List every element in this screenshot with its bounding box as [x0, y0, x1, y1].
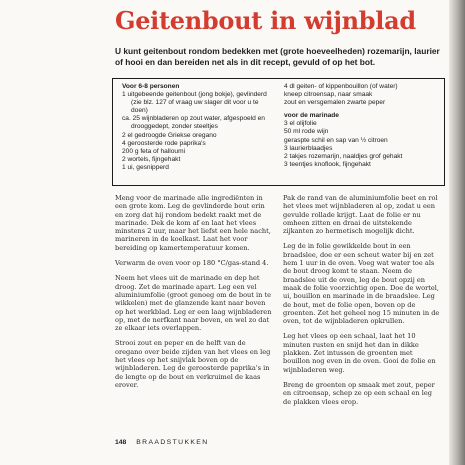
ingredient-item: 1 uitgebeende geitenbout (jong bokje), gevlinderd (zie blz. 127 of vraag uw slager dit voor u te doen): [122, 91, 267, 115]
ingredient-item: 3 teentjes knoflook, fijngehakt: [284, 160, 371, 168]
ingredients-column-left: [122, 83, 272, 172]
ingredient-item: 50 ml rode wijn: [284, 128, 329, 136]
ingredients-box: [112, 78, 445, 186]
ingredient-item: 4 geroosterde rode paprika's: [122, 139, 206, 147]
ingredient-item: 3 laurierblaadjes: [284, 144, 333, 152]
ingredient-item: 2 el gedroogde Griekse oregano: [122, 131, 217, 139]
recipe-intro: U kunt geitenbout rondom bedekken met (grote hoeveelheden) rozemarijn, laurier of hooi en dan bereiden net als in dit recept, gevuld of op het bot.: [115, 46, 440, 67]
ingredient-item: 3 el olijfolie: [284, 120, 317, 128]
method-paragraph: Pak de rand van de aluminiumfolie beet en rol het vlees met wijnbladeren al op, zodat u een gevulde rollade krijgt. Laat de folie er nu omheen zitten en draai de uitstekende zijkanten zo hermetisch mogelijk dicht.: [283, 194, 438, 236]
ingredient-item: 1 ui, gesnipperd: [122, 163, 169, 171]
method-paragraph: Meng voor de marinade alle ingrediënten in een grote kom. Leg de gevlinderde bout erin en zorg dat hij rondom bedekt raakt met de marinade. Dek de kom af en laat het vlees minstens 2 uur, maar het liefst een hele nacht, marineren in de koelkast. Laat het voor bereiding op kamertemperatuur komen.: [115, 194, 271, 252]
method-paragraph: Leg het vlees op een schaal, laat het 10 minuten rusten en snijd het dan in dikke plakken. Zet intussen de groenten met bouillon nog even in de oven. Gooi de folie en wijnbladeren weg.: [283, 332, 436, 374]
method-paragraph: Verwarm de oven voor op 180 °C/gas-stand 4.: [115, 259, 269, 268]
marinade-heading: voor de marinade: [284, 112, 339, 120]
page-number: 148: [115, 439, 127, 446]
method-paragraph: Neem het vlees uit de marinade en dep het droog. Zet de marinade apart. Leg een vel aluminiumfolie (groot genoeg om de bout in te wikkelen) met de glanzende kant naar boven op het werkblad. Leg er een laag wijnbladeren op, met de nerfkant naar boven, en wel zo dat ze elkaar iets overlappen.: [115, 274, 272, 333]
ingredient-item: ca. 25 wijnbladeren op zout water, afgespoeld en drooggedept, zonder steeltjes: [122, 115, 265, 131]
method-column-right: [283, 194, 441, 413]
page-footer: [115, 438, 209, 447]
method-paragraph: Leg de in folie gewikkelde bout in een braadslee, doe er een scheut water bij en zet hem 1 uur in de oven. Voeg wat water toe als de bout droog komt te staan. Neem de braadslee uit de oven, leg de bout opzij en maak de folie voorzichtig open. Doe de wortel, ui, bouillon en marinade in de braadslee. Leg de bout, met de folie open, boven op de groenten. Zet het geheel nog 15 minuten in de oven, tot de wijnbladeren opkrullen.: [283, 242, 440, 326]
book-spine-shadow: [449, 0, 465, 465]
method-paragraph: Strooi zout en peper en de helft van de oregano over beide zijden van het vlees en leg het vlees op het snijvlak boven op de wijnbladeren. Leg de geroosterde paprika's in de lengte op de bout en verkruimel de kaas erover.: [115, 339, 271, 389]
ingredient-list-extra: [284, 83, 442, 107]
recipe-title: Geitenbout in wijnblad: [115, 6, 416, 35]
section-name: BRAADSTUKKEN: [136, 439, 209, 446]
method-column-left: [115, 194, 272, 396]
ingredient-item: geraspte schil en sap van ½ citroen: [284, 136, 388, 144]
ingredient-item: 2 takjes rozemarijn, naaldjes grof gehakt: [284, 152, 403, 160]
ingredient-item: 2 wortels, fijngehakt: [122, 155, 181, 163]
ingredient-item: zout en versgemalen zwarte peper: [284, 99, 386, 107]
ingredient-list-marinade: [284, 120, 442, 169]
ingredient-item: 200 g feta of halloumi: [122, 147, 186, 155]
servings-heading: Voor 6-8 personen: [122, 83, 180, 90]
ingredient-list-main: [122, 91, 272, 172]
ingredient-item: kneep citroensap, naar smaak: [284, 91, 373, 99]
ingredients-column-right: [284, 83, 442, 169]
method-paragraph: Breng de groenten op smaak met zout, peper en citroensap, schep ze op een schaal en leg de plakken vlees erop.: [283, 380, 435, 406]
ingredient-item: 4 dl geiten- of kippenbouillon (of water): [284, 83, 398, 90]
